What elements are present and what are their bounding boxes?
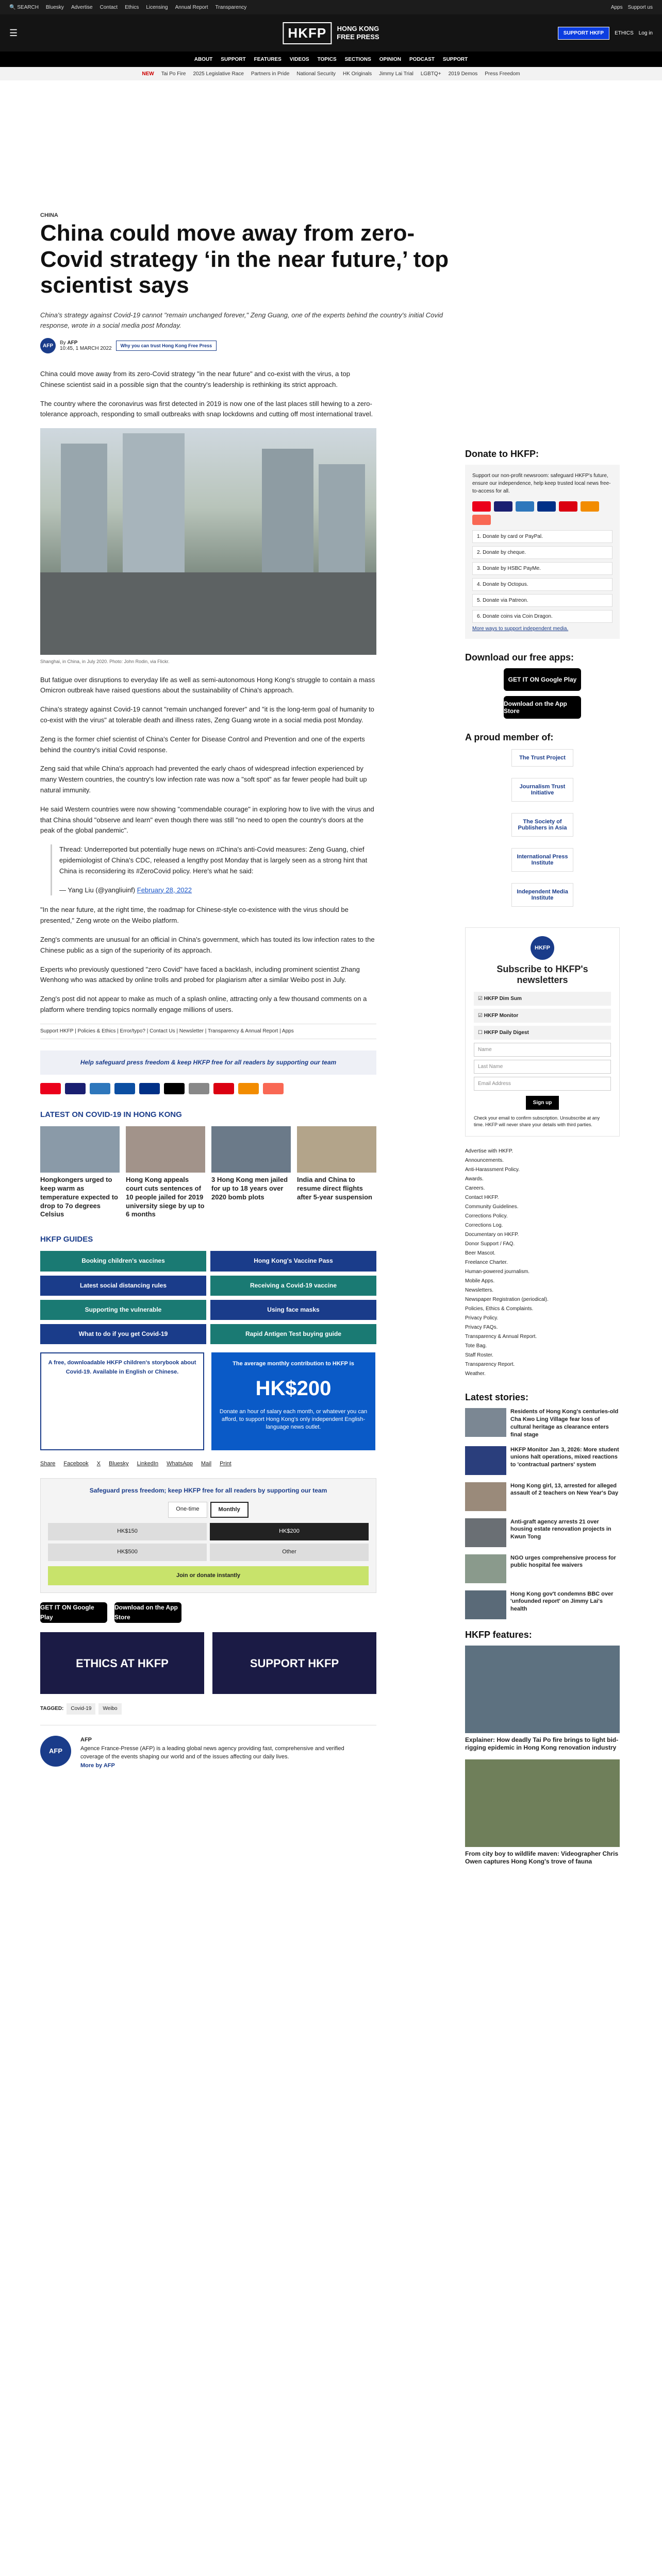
list-item[interactable]: Corrections Log. — [465, 1223, 503, 1229]
member-logo[interactable]: The Trust Project — [511, 749, 573, 767]
newsletter-box — [465, 927, 620, 1137]
amount-option[interactable]: HK$500 — [48, 1544, 207, 1561]
guide-button[interactable]: What to do if you get Covid-19 — [40, 1324, 206, 1344]
list-item[interactable]: Documentary on HKFP. — [465, 1232, 519, 1238]
topbar-link[interactable]: Licensing — [146, 4, 168, 10]
nav-item[interactable]: PODCAST — [409, 56, 435, 62]
page-title: China could move away from zero-Covid strategy ‘in the near future,’ top scientist says — [40, 221, 449, 298]
google-play-badge[interactable]: GET IT ON Google Play — [40, 1602, 107, 1623]
visa-icon — [494, 501, 512, 512]
list-item[interactable]: Privacy FAQs. — [465, 1325, 498, 1331]
sidebar — [465, 449, 620, 1873]
donation-promo[interactable] — [211, 1352, 375, 1450]
list-item[interactable]: Newspaper Registration (periodical). — [465, 1297, 549, 1303]
thumbnail — [465, 1408, 506, 1437]
paragraph: Zeng's comments are unusual for an official in China's government, which has touted its low infection rates to the Chinese public as a sign of the superiority of its approach. — [40, 935, 375, 954]
newsletter-option[interactable]: ☐ HKFP Daily Digest — [474, 1026, 611, 1040]
amount-option[interactable]: HK$200 — [210, 1523, 369, 1540]
search-link[interactable]: 🔍 SEARCH — [9, 4, 39, 10]
list-item[interactable]: Awards. — [465, 1176, 484, 1182]
list-item[interactable] — [211, 1126, 291, 1219]
features-list — [465, 1646, 620, 1866]
mastercard-icon — [40, 1083, 61, 1094]
hkfp-badge: HKFP — [531, 936, 554, 960]
donate-option[interactable]: 5. Donate via Patreon. — [472, 594, 613, 607]
latest-covid-heading: LATEST ON COVID-19 IN HONG KONG — [40, 1110, 182, 1119]
share-facebook[interactable]: Facebook — [63, 1461, 89, 1467]
list-item[interactable]: Anti-Harassment Policy. — [465, 1167, 520, 1173]
paragraph: The country where the coronavirus was first detected in 2019 is now one of the last places still hewing to a zero-tolerance approach, responding to small outbreaks with snap lockdowns and cutting off most international travel. — [40, 399, 373, 418]
topbar-link[interactable]: Support us — [627, 4, 653, 10]
story-title: Anti-graft agency arrests 21 over housing estate renovation projects in Kwun Tong — [510, 1518, 611, 1540]
list-item[interactable]: Careers. — [465, 1185, 485, 1192]
subnav-item[interactable]: Press Freedom — [485, 71, 520, 77]
masthead — [0, 14, 662, 52]
member-logos — [465, 749, 620, 907]
paragraph: Zeng said that while China's approach had prevented the early chaos of widespread infection experienced by many Western countries, the country's low infection rate was now a "soft spot" as far fewer people had built up natural immunity. — [40, 765, 367, 794]
app-badges — [40, 1602, 376, 1623]
join-button[interactable]: Join or donate instantly — [48, 1566, 369, 1586]
share-linkedin[interactable]: LinkedIn — [137, 1461, 159, 1467]
donate-title: Donate to HKFP: — [465, 449, 539, 459]
topbar-link[interactable]: Transparency — [215, 4, 247, 10]
amount-option[interactable]: HK$150 — [48, 1523, 207, 1540]
topbar-link[interactable]: Bluesky — [45, 4, 64, 10]
story-title: Hong Kong gov't condemns BBC over 'unfounded report' on Jimmy Lai's health — [510, 1590, 614, 1613]
google-pay-icon — [189, 1083, 209, 1094]
paragraph: China's strategy against Covid-19 cannot "remain unchanged forever" and "it is the long-term goal of humanity to co-exist with the virus" at tolerable death and illness rates, Zeng Guang wrote in a social media post Monday. — [40, 705, 374, 724]
paragraph: "In the near future, at the right time, the roadmap for Chinese-style co-existence with the virus should be presented," Zeng wrote on the Weibo platform. — [40, 906, 349, 925]
guide-button[interactable]: Supporting the vulnerable — [40, 1300, 206, 1320]
support-box — [40, 1478, 376, 1594]
feature-item[interactable] — [465, 1646, 620, 1752]
paragraph: China could move away from its zero-Covid strategy "in the near future" and co-exist with the virus, a top Chinese scientist said in a possible sign that the country's leadership is rethinking its strict approach. — [40, 370, 351, 388]
thumbnail — [465, 1518, 506, 1547]
subnav-item[interactable]: 2025 Legislative Race — [193, 71, 244, 77]
paragraph: But fatigue over disruptions to everyday life as well as semi-autonomous Hong Kong's struggle to contain a mass Omicron outbreak have raised questions about the sustainability of China's approach. — [40, 675, 375, 694]
list-item[interactable]: Community Guidelines. — [465, 1204, 519, 1210]
amount-option[interactable]: Other — [210, 1544, 369, 1561]
ethics-banner[interactable]: ETHICS AT HKFP — [40, 1632, 204, 1694]
topbar-link[interactable]: Contact — [100, 4, 118, 10]
paragraph: Experts who previously questioned "zero Covid" have faced a backlash, including prominent scientist Zhang Wenhong who was attacked by online trolls and probed for plagiarism after a similar Weibo post in July. — [40, 965, 360, 984]
article-category[interactable]: CHINA — [40, 212, 58, 218]
avatar[interactable]: AFP — [40, 338, 56, 353]
google-play-badge[interactable]: GET IT ON Google Play — [504, 668, 581, 691]
photo-caption: Shanghai, in China, in July 2020. Photo: John Rodin, via Flickr. — [40, 659, 170, 665]
subnav-item[interactable]: Partners in Pride — [251, 71, 290, 77]
list-item[interactable] — [297, 1126, 376, 1219]
payment-icons — [40, 1083, 376, 1094]
share-bluesky[interactable]: Bluesky — [109, 1461, 129, 1467]
feature-image — [465, 1646, 620, 1733]
logo-text: HONG KONG FREE PRESS — [337, 25, 379, 41]
list-item[interactable]: Newsletters. — [465, 1287, 494, 1294]
tags — [40, 1703, 376, 1715]
ethics-banners — [40, 1632, 376, 1694]
list-item[interactable]: Weather. — [465, 1371, 486, 1377]
guide-button[interactable]: Rapid Antigen Test buying guide — [210, 1324, 376, 1344]
paragraph: Zeng's post did not appear to make as much of a splash online, attracting only a few thousand comments on a platform where trending topics normally engage millions of users. — [40, 995, 367, 1013]
guide-button[interactable]: Latest social distancing rules — [40, 1276, 206, 1296]
story-title: India and China to resume direct flights after 5-year suspension — [297, 1175, 372, 1201]
list-item[interactable]: Beer Mascot. — [465, 1250, 495, 1257]
tag[interactable]: Weibo — [98, 1703, 121, 1715]
topbar-link[interactable]: Ethics — [125, 4, 139, 10]
apple-pay-icon — [164, 1083, 185, 1094]
guide-button[interactable]: Using face masks — [210, 1300, 376, 1320]
story-title: Residents of Hong Kong's centuries-old Cha Kwo Ling Village fear loss of cultural heritage as clearance enters final stage — [510, 1409, 619, 1438]
ethics-link[interactable]: ETHICS — [615, 30, 634, 36]
share-bar — [40, 1460, 376, 1469]
guides-heading: HKFP GUIDES — [40, 1235, 93, 1244]
article-photo — [40, 428, 376, 655]
promo-heading: The average monthly contribution to HKFP is — [233, 1361, 354, 1367]
main-nav — [0, 52, 662, 67]
list-item[interactable]: Contact HKFP. — [465, 1195, 499, 1201]
frequency-tabs — [48, 1502, 369, 1518]
list-item[interactable]: Advertise with HKFP. — [465, 1148, 514, 1155]
nav-item[interactable]: TOPICS — [317, 56, 337, 62]
list-item[interactable]: Tote Bag. — [465, 1343, 487, 1349]
byline-text: By AFP 10:45, 1 MARCH 2022 — [60, 340, 112, 351]
name-field[interactable]: Name — [474, 1043, 611, 1057]
subnav-item[interactable]: LGBTQ+ — [420, 71, 441, 77]
list-item[interactable] — [465, 1590, 620, 1619]
story-title: Hongkongers urged to keep warm as temperature expected to drop to 7o degrees Celsius — [40, 1175, 118, 1218]
octopus-icon — [238, 1083, 259, 1094]
amex-icon — [516, 501, 534, 512]
support-title[interactable]: Safeguard press freedom; keep HKFP free for all readers by supporting our team — [89, 1486, 327, 1494]
newsletter-option[interactable]: ☑ HKFP Dim Sum — [474, 992, 611, 1006]
paragraph: Zeng is the former chief scientist of China's Center for Disease Control and Prevention and one of the experts behind the country's initial Covid response. — [40, 735, 365, 754]
nav-item[interactable]: VIDEOS — [289, 56, 309, 62]
nav-item[interactable]: FEATURES — [254, 56, 282, 62]
thumbnail — [465, 1482, 506, 1511]
list-item[interactable]: Human-powered journalism. — [465, 1269, 530, 1275]
app-store-badge[interactable]: Download on the App Store — [504, 696, 581, 719]
proud-title: A proud member of: — [465, 732, 554, 742]
support-banner[interactable]: Help safeguard press freedom & keep HKFP free for all readers by supporting our team — [40, 1050, 376, 1075]
member-logo[interactable]: The Society of Publishers in Asia — [511, 813, 573, 837]
thumbnail — [297, 1126, 376, 1173]
apps-title: Download our free apps: — [465, 652, 574, 663]
tweet-text: Thread: Underreported but potentially huge news on #China's anti-Covid measures: Zeng Guang, chief epidemiologist of China's CDC, released a lengthy post Monday that is largely seen as a strong hint that China is reconsidering its #ZeroCovid policy. Here's what he said: — [59, 845, 368, 875]
latest-stories-title: Latest stories: — [465, 1392, 529, 1403]
list-item[interactable] — [126, 1126, 205, 1219]
story-title: Hong Kong appeals court cuts sentences of 10 people jailed for 2019 university siege by up to 6 months — [126, 1175, 205, 1218]
thumbnail — [211, 1126, 291, 1173]
storybook-promo[interactable]: A free, downloadable HKFP children's storybook about Covid-19. Available in English or Chinese. — [40, 1352, 204, 1450]
tweet-author: — Yang Liu (@yangliuinf) February 28, 2022 — [59, 886, 192, 894]
payme-icon — [559, 501, 577, 512]
tag[interactable]: Covid-19 — [67, 1703, 95, 1715]
support-banner-image[interactable]: SUPPORT HKFP — [212, 1632, 376, 1694]
list-item[interactable]: Freelance Charter. — [465, 1260, 508, 1266]
app-store-badge[interactable]: Download on the App Store — [114, 1602, 181, 1623]
login-link[interactable]: Log in — [638, 30, 653, 36]
share-x[interactable]: X — [96, 1461, 101, 1467]
payme-icon — [213, 1083, 234, 1094]
jcb-icon — [114, 1083, 135, 1094]
list-item[interactable]: Announcements. — [465, 1158, 504, 1164]
donate-note[interactable]: Support our non-profit newsroom: safeguard HKFP's future, ensure our independence, help keep trusted local news free-to-access for all. — [472, 473, 611, 494]
promo-banners — [40, 1352, 376, 1450]
latest-covid-list — [40, 1126, 376, 1219]
site-logo[interactable] — [283, 22, 379, 44]
embedded-tweet[interactable] — [51, 844, 376, 895]
topbar-link[interactable]: Advertise — [71, 4, 93, 10]
share-label: Share — [40, 1461, 56, 1467]
feature-item[interactable] — [465, 1759, 620, 1866]
trust-link[interactable]: Why you can trust Hong Kong Free Press — [116, 341, 217, 351]
support-hkfp-button[interactable]: SUPPORT HKFP — [558, 27, 609, 40]
feature-title: From city boy to wildlife maven: Videographer Chris Owen captures Hong Kong's trove of fauna — [465, 1850, 619, 1866]
list-item[interactable] — [40, 1126, 120, 1219]
list-item[interactable] — [465, 1554, 620, 1583]
story-title: HKFP Monitor Jan 3, 2026: More student unions halt operations, mixed reactions to 'contractual partners' system — [510, 1446, 619, 1468]
patreon-icon — [263, 1083, 284, 1094]
payment-icons — [472, 501, 613, 525]
feature-title: Explainer: How deadly Tai Po fire brings to light bid-rigging epidemic in Hong Kong renovation industry — [465, 1736, 619, 1752]
last-name-field[interactable]: Last Name — [474, 1060, 611, 1074]
subnav-item[interactable]: Jimmy Lai Trial — [379, 71, 413, 77]
subnav-item[interactable]: 2019 Demos — [448, 71, 478, 77]
tags-label: TAGGED: — [40, 1706, 64, 1712]
more-ways-link[interactable]: More ways to support independent media. — [472, 626, 569, 632]
paypal-icon — [537, 501, 556, 512]
more-by-author-link[interactable]: More by AFP — [80, 1762, 115, 1769]
author-bio: AFP Agence France-Presse (AFP) is a leading global news agency providing fast, comprehensive and verified coverage of the events shaping our world and of the issues affecting our daily lives. More by AFP — [80, 1737, 344, 1769]
thumbnail — [126, 1126, 205, 1173]
list-item[interactable]: Privacy Policy. — [465, 1315, 499, 1321]
amount-options — [48, 1523, 369, 1561]
octopus-icon — [581, 501, 599, 512]
menu-icon[interactable]: ☰ — [9, 27, 18, 38]
share-whatsapp[interactable]: WhatsApp — [167, 1461, 193, 1467]
thumbnail — [40, 1126, 120, 1173]
promo-amount: HK$200 — [255, 1377, 332, 1400]
hkfp-links-list — [465, 1147, 620, 1379]
list-item[interactable] — [465, 1482, 620, 1511]
subnav-item[interactable]: National Security — [296, 71, 336, 77]
top-utility-bar — [0, 0, 662, 14]
latest-stories-list — [465, 1408, 620, 1619]
list-item[interactable]: Mobile Apps. — [465, 1278, 495, 1284]
list-item[interactable]: Donor Support / FAQ. — [465, 1241, 515, 1247]
tweet-date-link[interactable]: February 28, 2022 — [137, 886, 192, 894]
list-item[interactable]: Corrections Policy. — [465, 1213, 508, 1219]
nav-item[interactable]: SUPPORT — [221, 56, 246, 62]
paypal-icon — [139, 1083, 160, 1094]
donate-option[interactable]: 3. Donate by HSBC PayMe. — [472, 562, 613, 575]
thumbnail — [465, 1554, 506, 1583]
article-body — [40, 369, 376, 1770]
donate-box — [465, 465, 620, 639]
list-item[interactable]: Policies, Ethics & Complaints. — [465, 1306, 534, 1312]
newsletter-title: Subscribe to HKFP's newsletters — [496, 964, 588, 985]
list-item[interactable] — [465, 1518, 620, 1547]
topbar-link[interactable]: Annual Report — [175, 4, 208, 10]
nav-item[interactable]: SECTIONS — [344, 56, 371, 62]
signup-button[interactable]: Sign up — [526, 1096, 559, 1110]
donate-option[interactable]: 6. Donate coins via Coin Dragon. — [472, 610, 613, 623]
promo-text: Donate an hour of salary each month, or whatever you can afford, to support Hong Kong's only independent English-language news outlet. — [219, 1408, 368, 1431]
article-footer-links[interactable]: Support HKFP | Policies & Ethics | Error/typo? | Contact Us | Newsletter | Transparency & Annual Report | Apps — [40, 1024, 376, 1039]
subnav-item[interactable]: Tai Po Fire — [161, 71, 186, 77]
article-deck: China's strategy against Covid-19 cannot "remain unchanged forever," Zeng Guang, one of the experts behind the country's initial Covid response, wrote in a social media post Monday. — [40, 311, 443, 329]
newsletter-fine-print: Check your email to confirm subscription. Unsubscribe at any time. HKFP will never share your details with third parties. — [474, 1115, 600, 1127]
patreon-icon — [472, 515, 491, 525]
list-item[interactable]: Transparency Report. — [465, 1362, 515, 1368]
story-title: NGO urges comprehensive process for public hospital fee waivers — [510, 1554, 616, 1569]
guide-button[interactable]: Booking children's vaccines — [40, 1251, 206, 1271]
list-item[interactable]: Transparency & Annual Report. — [465, 1334, 537, 1340]
donate-option[interactable]: 1. Donate by card or PayPal. — [472, 530, 613, 543]
member-logo[interactable]: Journalism Trust Initiative — [511, 778, 573, 802]
nav-item[interactable]: ABOUT — [194, 56, 213, 62]
logo-mark: HKFP — [283, 22, 332, 44]
thumbnail — [465, 1446, 506, 1475]
sidebar-app-badges — [465, 668, 620, 719]
subnav-item[interactable]: HK Originals — [342, 71, 372, 77]
list-item[interactable] — [465, 1408, 620, 1438]
story-title: Hong Kong girl, 13, arrested for alleged assault of 2 teachers on New Year's Day — [510, 1482, 619, 1497]
nav-item[interactable]: SUPPORT — [442, 56, 468, 62]
feature-image — [465, 1759, 620, 1847]
mastercard-icon — [472, 501, 491, 512]
thumbnail — [465, 1590, 506, 1619]
guide-button[interactable]: Receiving a Covid-19 vaccine — [210, 1276, 376, 1296]
member-logo[interactable]: Independent Media Institute — [511, 883, 573, 907]
features-title: HKFP features: — [465, 1629, 532, 1640]
share-mail[interactable]: Mail — [201, 1461, 212, 1467]
author-avatar[interactable]: AFP — [40, 1736, 71, 1767]
tab-monthly[interactable]: Monthly — [210, 1502, 249, 1518]
email-field[interactable]: Email Address — [474, 1077, 611, 1091]
donate-option[interactable]: 2. Donate by cheque. — [472, 546, 613, 559]
newsletter-option[interactable]: ☑ HKFP Monitor — [474, 1009, 611, 1023]
member-logo[interactable]: International Press Institute — [511, 848, 573, 872]
amex-icon — [90, 1083, 110, 1094]
donate-option[interactable]: 4. Donate by Octopus. — [472, 578, 613, 591]
visa-icon — [65, 1083, 86, 1094]
story-title: 3 Hong Kong men jailed for up to 18 years over 2020 bomb plots — [211, 1175, 288, 1201]
guides-grid — [40, 1251, 376, 1344]
nav-item[interactable]: OPINION — [379, 56, 401, 62]
byline — [40, 338, 217, 353]
tab-one-time[interactable]: One-time — [168, 1502, 207, 1518]
sub-nav — [0, 67, 662, 80]
list-item[interactable] — [465, 1446, 620, 1475]
author-box — [40, 1725, 376, 1770]
paragraph: He said Western countries were now showing "commendable courage" in exploring how to live with the virus and that China should "observe and learn" even though there was still "no need to open the country's doors at the peak of the global pandemic". — [40, 805, 374, 835]
new-badge: NEW — [142, 71, 154, 77]
topbar-link[interactable]: Apps — [610, 4, 623, 10]
share-print[interactable]: Print — [220, 1461, 231, 1467]
list-item[interactable]: Staff Roster. — [465, 1352, 493, 1359]
guide-button[interactable]: Hong Kong's Vaccine Pass — [210, 1251, 376, 1271]
